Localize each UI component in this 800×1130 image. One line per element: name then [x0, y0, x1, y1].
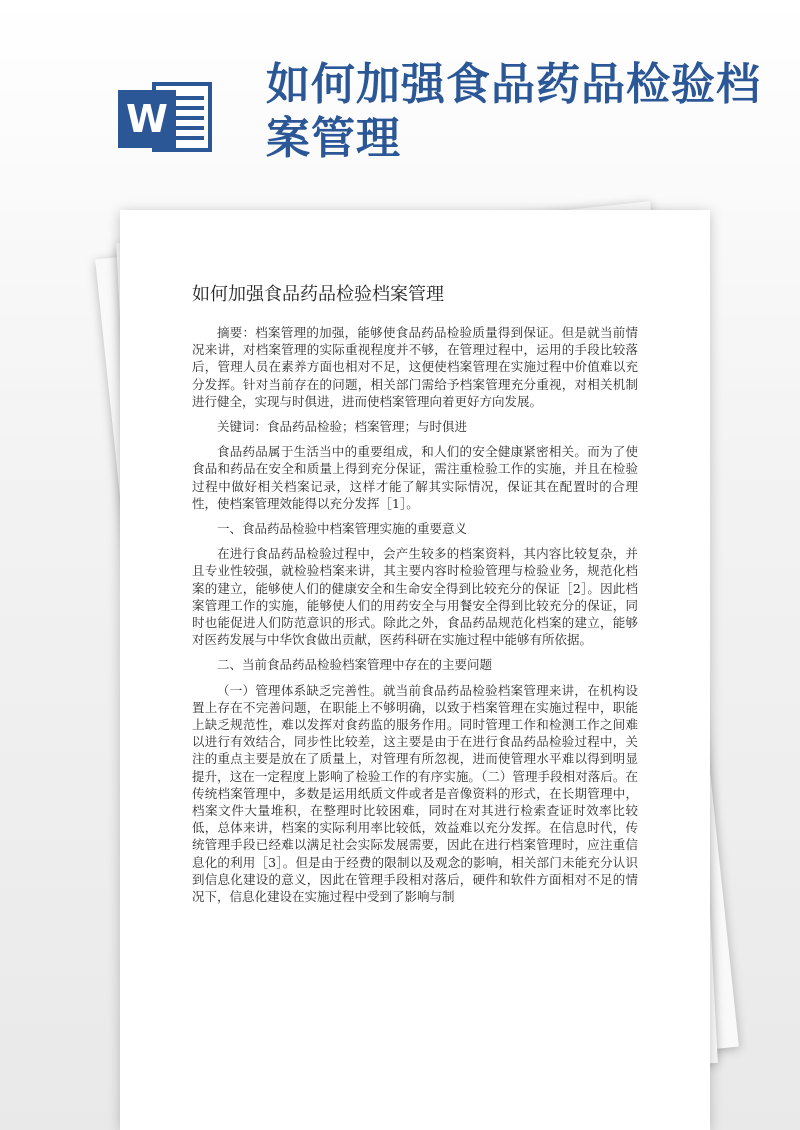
document-title: 如何加强食品药品检验档案管理 — [192, 284, 444, 305]
document-page — [120, 210, 710, 1130]
section-2-paragraph: （一）管理体系缺乏完善性。就当前食品药品检验档案管理来讲，在机构设置上存在不完善问题，在职能上不够明确，以致于档案管理在实施过程中，职能上缺乏规范性，难以发挥对食药监的服务作用。同时管理工作和检测工作之间难以进行有效结合，同步性比较差，这主要是由于在进行食品药品检验过程中，关注的重点主要是放在了质量上，对管理有所忽视，进而使管理水平难以得到明显提升，这在一定程度上影响了检验工作的有序实施。（二）管理手段相对落后。在传统档案管理中，多数是运用纸质文件或者是音像资料的形式，在长期管理中，档案文件大量堆积，在整理时比较困难，同时在对其进行检索查证时效率比较低，总体来讲，档案的实际利用率比较低，效益难以充分发挥。在信息时代，传统管理手段已经难以满足社会实际发展需要，因此在进行档案管理时，应注重信息化的利用［3］。但是由于经费的限制以及观念的影响，相关部门未能充分认识到信息化建设的意义，因此在管理手段相对落后，硬件和软件方面相对不足的情况下，信息化建设在实施过程中受到了影响与制 — [192, 682, 638, 905]
abstract-paragraph: 摘要：档案管理的加强，能够使食品药品检验质量得到保证。但是就当前情况来讲，对档案管理的实际重视程度并不够，在管理过程中，运用的手段比较落后，管理人员在素养方面也相对不足，这便使档案管理在实施过程中价值难以充分发挥。针对当前存在的问题，相关部门需给予档案管理充分重视，对相关机制进行健全，实现与时俱进，进而使档案管理向着更好方向发展。 — [192, 325, 638, 409]
section-1-paragraph: 在进行食品药品检验过程中，会产生较多的档案资料，其内容比较复杂，并且专业性较强，就检验档案来讲，其主要内容时检验管理与检验业务，规范化档案的建立，能够使人们的健康安全和生命安全得到比较充分的保证［2］。因此档案管理工作的实施，能够使人们的用药安全与用餐安全得到比较充分的保证，同时也能促进人们防范意识的形式。除此之外，食品药品规范化档案的建立，能够对医药发展与中华饮食做出贡献，医药科研在实施过程中能够有所依据。 — [192, 546, 638, 648]
banner-title: 如何加强食品药品检验档案管理 — [266, 59, 761, 164]
section-heading-1: 一、食品药品检验中档案管理实施的重要意义 — [217, 521, 468, 537]
document-body — [192, 324, 638, 913]
intro-paragraph: 食品药品属于生活当中的重要组成，和人们的安全健康紧密相关。而为了使食品和药品在安全和质量上得到充分保证，需注重检验工作的实施，并且在检验过程中做好相关档案记录，这样才能了解其实际情况，保证其在配置时的合理性，使档案管理效能得以充分发挥［1］。 — [192, 444, 638, 511]
word-document-icon — [118, 72, 216, 156]
section-heading-2: 二、当前食品药品检验档案管理中存在的主要问题 — [217, 657, 493, 673]
word-letter-badge: W — [118, 90, 176, 148]
keywords-paragraph: 关键词：食品药品检验；档案管理；与时俱进 — [217, 419, 468, 435]
